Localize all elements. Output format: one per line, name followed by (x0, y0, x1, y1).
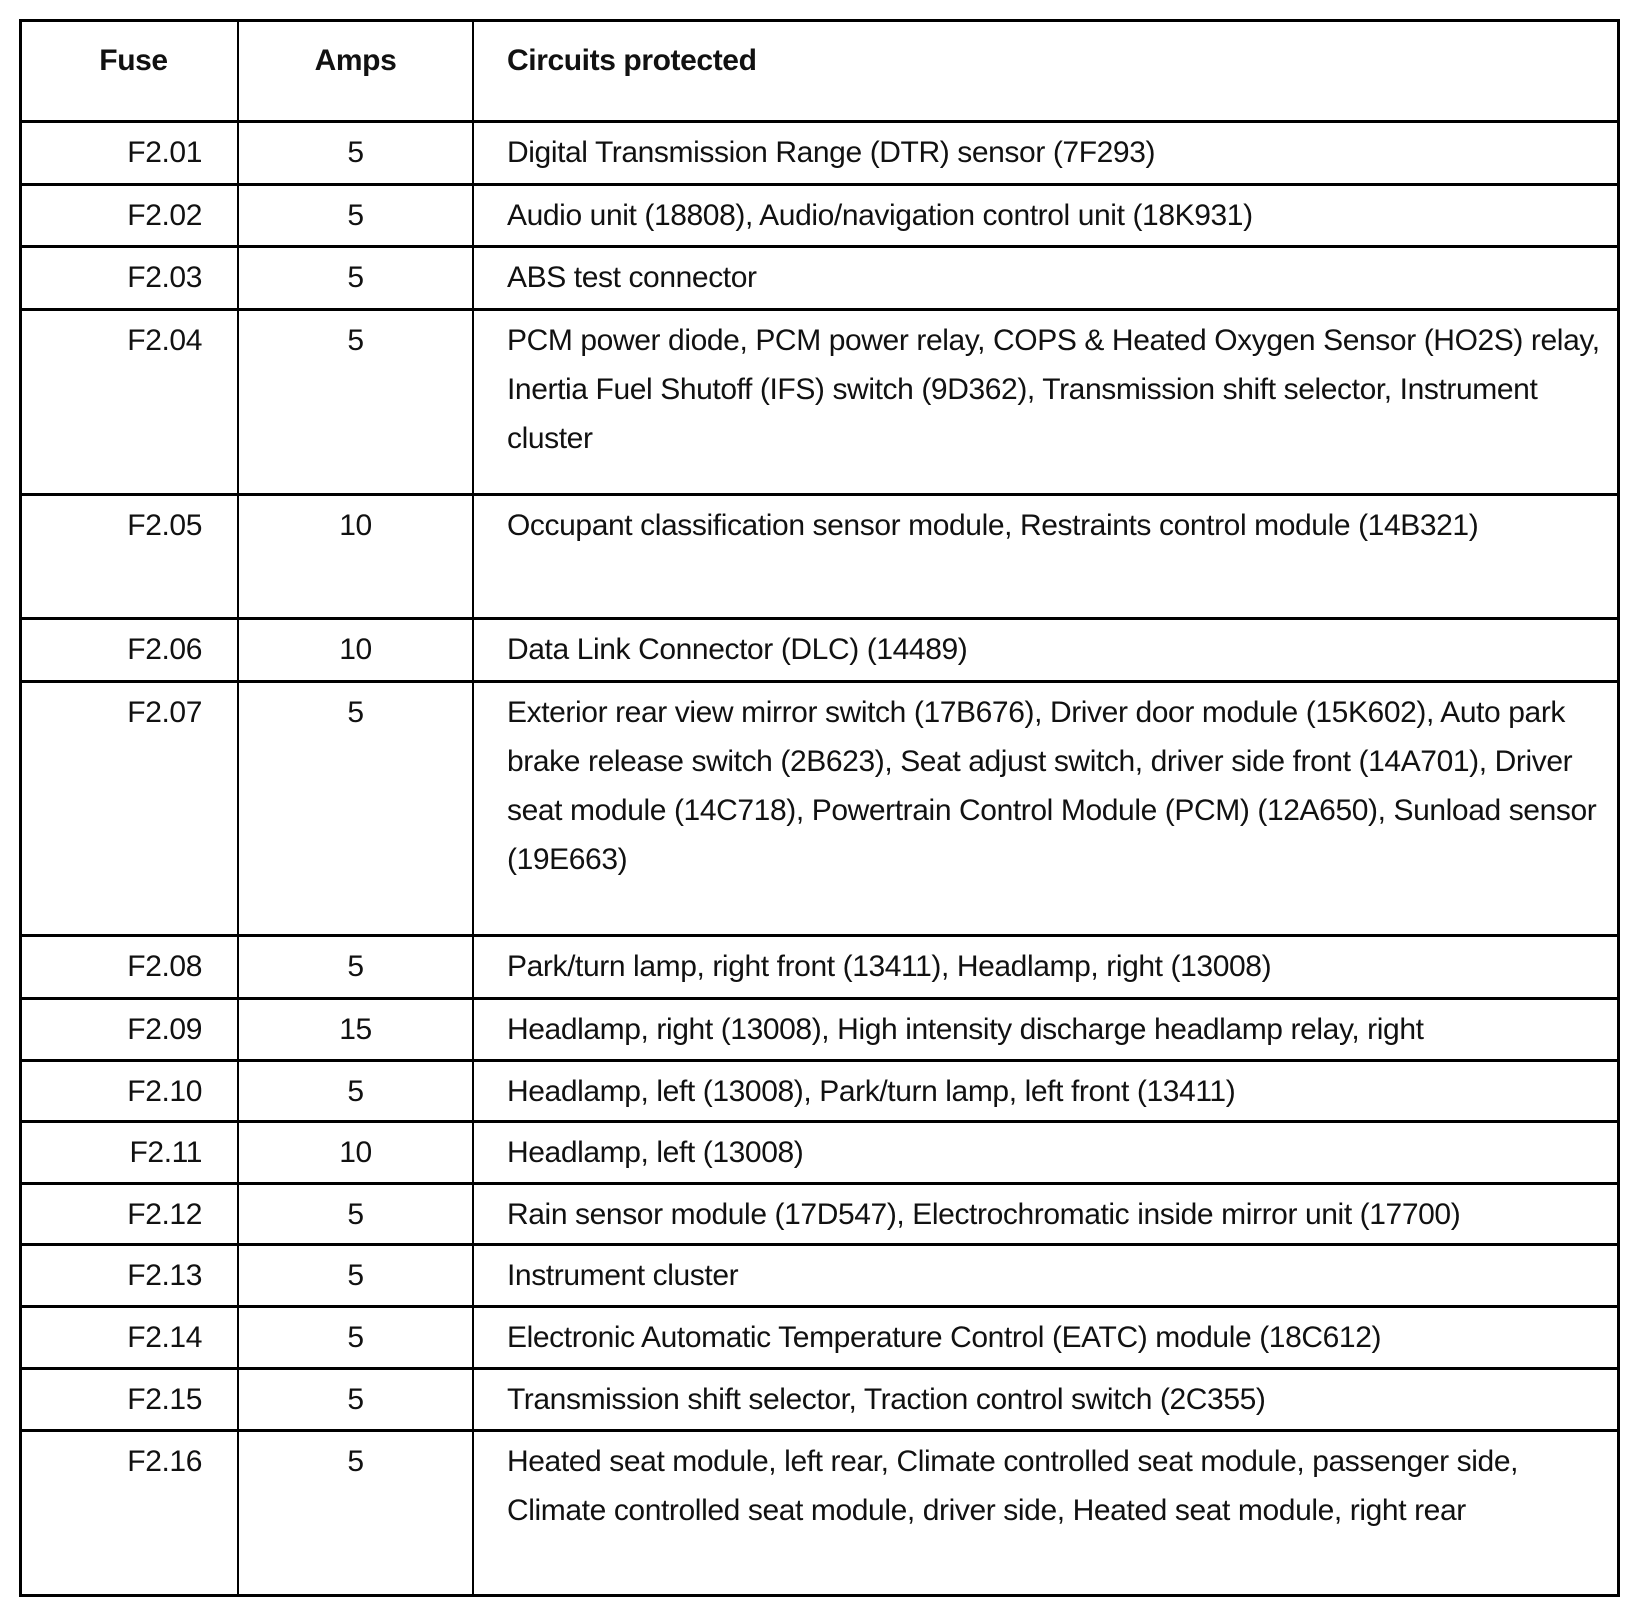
amps-cell: 5 (238, 682, 473, 936)
amps-cell: 5 (238, 1184, 473, 1245)
amps-cell: 15 (238, 999, 473, 1061)
fuse-cell: F2.01 (21, 122, 239, 185)
circuits-cell: Heated seat module, left rear, Climate controlled seat module, passenger side, Climate controlled seat module, driver side, Heated seat module, right rear (473, 1431, 1619, 1596)
fuse-cell: F2.09 (21, 999, 239, 1061)
fuse-cell: F2.15 (21, 1369, 239, 1431)
fuse-cell: F2.14 (21, 1307, 239, 1369)
circuits-cell: Electronic Automatic Temperature Control (EATC) module (18C612) (473, 1307, 1619, 1369)
circuits-cell: Audio unit (18808), Audio/navigation control unit (18K931) (473, 185, 1619, 247)
table-header-row (21, 21, 1619, 122)
table-row (21, 999, 1619, 1061)
amps-cell: 5 (238, 1245, 473, 1307)
table-row (21, 619, 1619, 682)
fuse-cell: F2.05 (21, 495, 239, 619)
table-row (21, 1061, 1619, 1122)
amps-cell: 5 (238, 1431, 473, 1596)
table-row (21, 310, 1619, 495)
circuits-cell: Instrument cluster (473, 1245, 1619, 1307)
table-row (21, 936, 1619, 999)
amps-cell: 10 (238, 1122, 473, 1184)
amps-cell: 5 (238, 185, 473, 247)
header-fuse: Fuse (21, 21, 239, 122)
amps-cell: 5 (238, 310, 473, 495)
fuse-cell: F2.07 (21, 682, 239, 936)
circuits-cell: Rain sensor module (17D547), Electrochromatic inside mirror unit (17700) (473, 1184, 1619, 1245)
table-row (21, 122, 1619, 185)
fuse-cell: F2.08 (21, 936, 239, 999)
table-row (21, 1431, 1619, 1596)
amps-cell: 10 (238, 619, 473, 682)
fuse-cell: F2.12 (21, 1184, 239, 1245)
amps-cell: 5 (238, 1307, 473, 1369)
table-row (21, 1245, 1619, 1307)
table-row (21, 1369, 1619, 1431)
fuse-cell: F2.04 (21, 310, 239, 495)
circuits-cell: Data Link Connector (DLC) (14489) (473, 619, 1619, 682)
fuse-cell: F2.03 (21, 247, 239, 310)
circuits-cell: Transmission shift selector, Traction control switch (2C355) (473, 1369, 1619, 1431)
header-circuits: Circuits protected (473, 21, 1619, 122)
header-amps: Amps (238, 21, 473, 122)
table-row (21, 247, 1619, 310)
circuits-cell: Headlamp, left (13008), Park/turn lamp, left front (13411) (473, 1061, 1619, 1122)
fuse-cell: F2.10 (21, 1061, 239, 1122)
circuits-cell: Exterior rear view mirror switch (17B676), Driver door module (15K602), Auto park brake release switch (2B623), Seat adjust switch, driver side front (14A701), Driver seat module (14C718), Powertrain Control Module (PCM) (12A650), Sunload sensor (19E663) (473, 682, 1619, 936)
fuse-cell: F2.02 (21, 185, 239, 247)
table-row (21, 682, 1619, 936)
table-body (21, 122, 1619, 1596)
amps-cell: 5 (238, 247, 473, 310)
table-row (21, 1184, 1619, 1245)
table-row (21, 1307, 1619, 1369)
circuits-cell: Digital Transmission Range (DTR) sensor (7F293) (473, 122, 1619, 185)
fuse-table (19, 19, 1620, 1597)
amps-cell: 5 (238, 936, 473, 999)
table-row (21, 495, 1619, 619)
table-row (21, 185, 1619, 247)
amps-cell: 5 (238, 1369, 473, 1431)
circuits-cell: ABS test connector (473, 247, 1619, 310)
fuse-cell: F2.11 (21, 1122, 239, 1184)
amps-cell: 5 (238, 122, 473, 185)
amps-cell: 10 (238, 495, 473, 619)
circuits-cell: Occupant classification sensor module, Restraints control module (14B321) (473, 495, 1619, 619)
circuits-cell: Headlamp, left (13008) (473, 1122, 1619, 1184)
fuse-cell: F2.13 (21, 1245, 239, 1307)
fuse-cell: F2.06 (21, 619, 239, 682)
circuits-cell: PCM power diode, PCM power relay, COPS & Heated Oxygen Sensor (HO2S) relay, Inertia Fuel Shutoff (IFS) switch (9D362), Transmission shift selector, Instrument cluster (473, 310, 1619, 495)
circuits-cell: Park/turn lamp, right front (13411), Headlamp, right (13008) (473, 936, 1619, 999)
circuits-cell: Headlamp, right (13008), High intensity discharge headlamp relay, right (473, 999, 1619, 1061)
table-row (21, 1122, 1619, 1184)
fuse-cell: F2.16 (21, 1431, 239, 1596)
amps-cell: 5 (238, 1061, 473, 1122)
